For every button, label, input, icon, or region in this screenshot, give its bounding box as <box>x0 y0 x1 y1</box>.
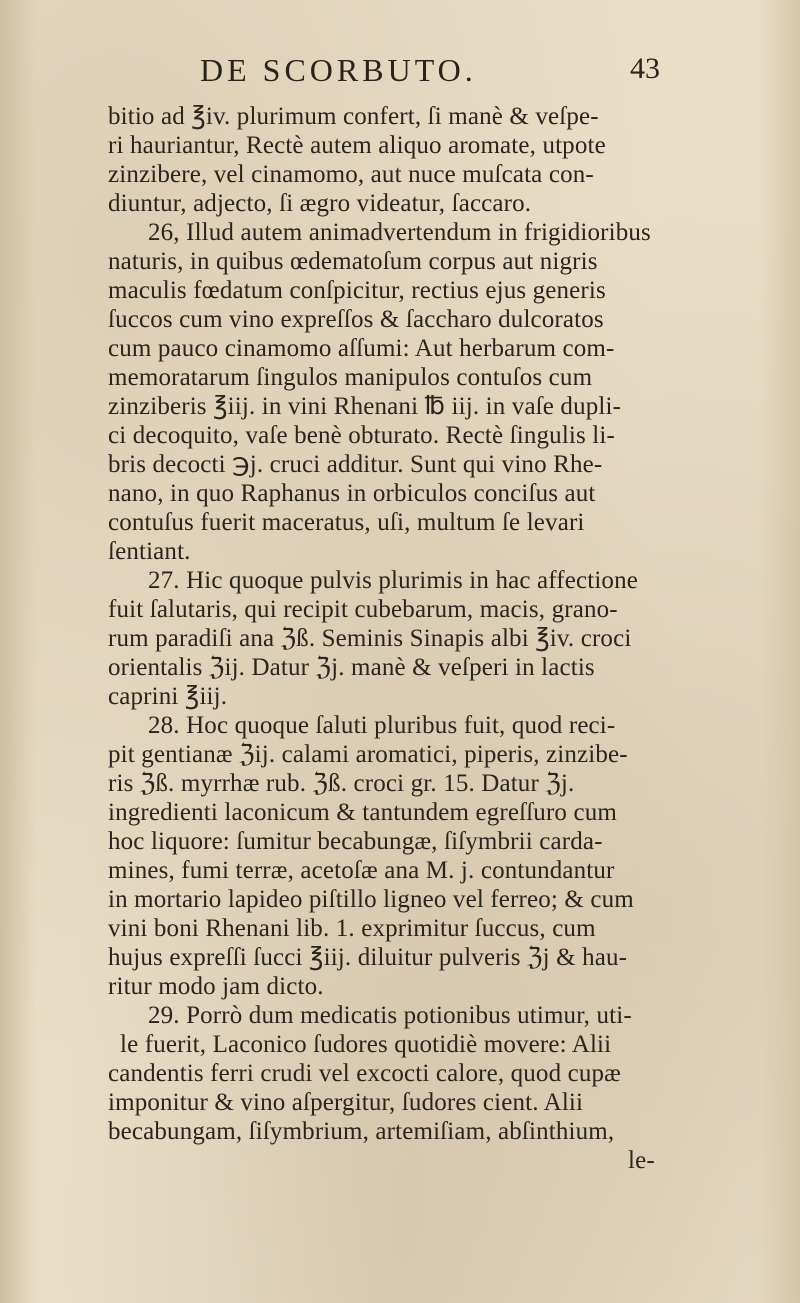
text-line: imponitur & vino aſpergitur, ſudores cient. Alii <box>108 1089 584 1116</box>
text-line: fuit ſalutaris, qui recipit cubebarum, macis, grano- <box>108 596 618 623</box>
text-line: naturis, in quibus œdematoſum corpus aut nigris <box>108 248 598 275</box>
text-line: bris decocti ℈j. cruci additur. Sunt qui vino Rhe- <box>108 451 603 478</box>
text-line: bitio ad ℥iv. plurimum confert, ſi manè & veſpe- <box>108 103 599 130</box>
text-line: nano, in quo Raphanus in orbiculos conciſus aut <box>108 480 596 507</box>
text-line: ci decoquito, vaſe benè obturato. Rectè ſingulis li- <box>108 422 615 449</box>
text-line: hujus expreſſi ſucci ℥iij. diluitur pulveris ℨj & hau- <box>108 944 628 971</box>
text-line: pit gentianæ ℨij. calami aromatici, piperis, zinzibe- <box>108 741 628 768</box>
text-line: ingredienti laconicum & tantundem egreſſuro cum <box>108 799 617 826</box>
text-line: ſentiant. <box>108 538 191 565</box>
running-title: DE SCORBUTO. <box>200 52 477 88</box>
text-line: ri hauriantur, Rectè autem aliquo aromate, utpote <box>108 132 606 159</box>
page-header <box>200 52 660 96</box>
text-line: hoc liquore: ſumitur becabungæ, ſiſymbrii carda- <box>108 828 603 855</box>
text-line: candentis ferri crudi vel excocti calore, quod cupæ <box>108 1060 621 1087</box>
text-line: ſuccos cum vino expreſſos & ſaccharo dulcoratos <box>108 306 604 333</box>
text-line: cum pauco cinamomo aſſumi: Aut herbarum com- <box>108 335 615 362</box>
text-line: zinzibere, vel cinamomo, aut nuce muſcata con- <box>108 161 594 188</box>
text-line: ritur modo jam dicto. <box>108 973 324 1000</box>
page-left-shadow <box>0 0 36 1303</box>
text-line: 26, Illud autem animadvertendum in frigidioribus <box>148 219 651 246</box>
text-line: caprini ℥iij. <box>108 683 228 710</box>
text-line: rum paradiſi ana ℨß. Seminis Sinapis albi ℥iv. croci <box>108 625 632 652</box>
text-line: becabungam, ſiſymbrium, artemiſiam, abſinthium, <box>108 1118 615 1145</box>
text-line: orientalis ℨij. Datur ℨj. manè & veſperi in lactis <box>108 654 595 681</box>
text-line: diuntur, adjecto, ſi ægro videatur, ſaccaro. <box>108 190 532 217</box>
text-line: vini boni Rhenani lib. 1. exprimitur ſuccus, cum <box>108 915 596 942</box>
catchword: le- <box>628 1147 655 1174</box>
page-right-shadow <box>760 0 800 1303</box>
text-line: 29. Porrò dum medicatis potionibus utimur, uti- <box>148 1002 632 1029</box>
text-line: contuſus fuerit maceratus, uſi, multum ſe levari <box>108 509 585 536</box>
text-line: le fuerit, Laconico ſudores quotidiè movere: Alii <box>120 1031 612 1058</box>
text-line: memoratarum ſingulos manipulos contuſos cum <box>108 364 593 391</box>
text-line: 27. Hic quoque pulvis plurimis in hac affectione <box>148 567 638 594</box>
text-line: in mortario lapideo piſtillo ligneo vel ferreo; & cum <box>108 886 634 913</box>
text-line: ris ℨß. myrrhæ rub. ℨß. croci gr. 15. Datur ℨj. <box>108 770 575 797</box>
text-line: zinziberis ℥iij. in vini Rhenani ℔ iij. in vaſe dupli- <box>108 393 622 420</box>
page-number: 43 <box>630 52 660 85</box>
text-line: mines, fumi terræ, acetoſæ ana M. j. contundantur <box>108 857 615 884</box>
text-line: 28. Hoc quoque ſaluti pluribus fuit, quod reci- <box>148 712 616 739</box>
text-line: maculis fœdatum conſpicitur, rectius ejus generis <box>108 277 606 304</box>
